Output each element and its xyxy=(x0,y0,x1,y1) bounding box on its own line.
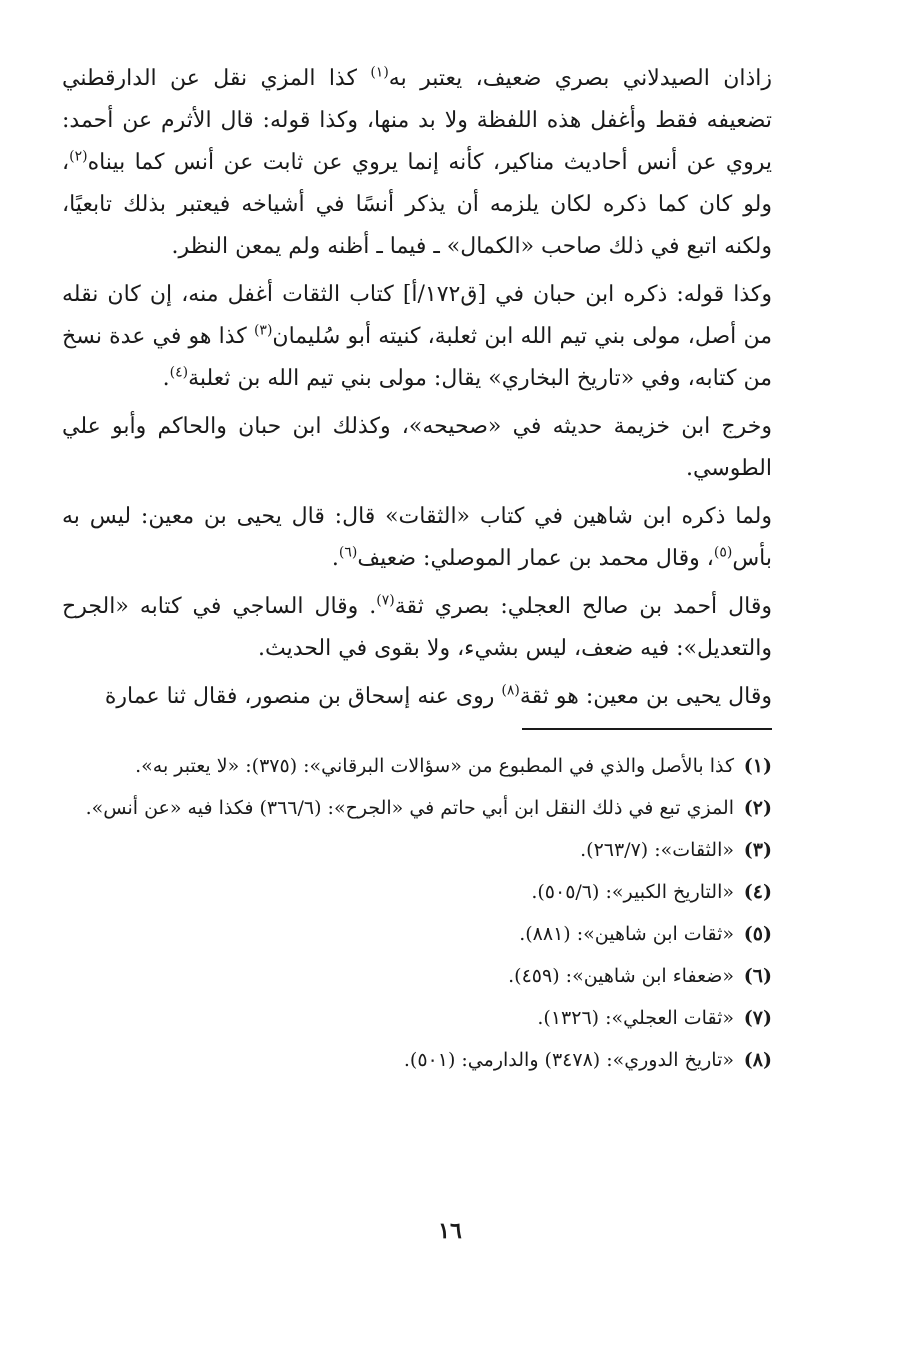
footnote-reference: (٦) xyxy=(338,544,358,561)
footnote-reference: (٥) xyxy=(713,544,733,561)
paragraph xyxy=(62,496,772,580)
footnote-reference: (٤) xyxy=(169,364,189,381)
paragraph-text: وقال يحيى بن معين: هو ثقة xyxy=(519,684,772,709)
paragraph-text: روى عنه إسحاق بن منصور، فقال ثنا عمارة xyxy=(104,684,502,709)
paragraph-text: . وقال الساجي في كتابه «الجرح والتعديل»: فيه ضعف، ليس بشيء، ولا بقوى في الحديث. xyxy=(62,594,772,661)
footnote-number: (٥) xyxy=(743,923,772,945)
paragraph-text: كذا المزي نقل عن الدارقطني تضعيفه فقط وأغفل هذه اللفظة ولا بد منها، وكذا قوله: قال الأثرم عن أحمد: يروي عن أنس أحاديث مناكير، كأنه إنما يروي عن ثابت عن أنس كما بيناه xyxy=(62,66,772,175)
footnote-number: (٤) xyxy=(743,881,772,903)
footnote-text: «ثقات العجلي»: (١٣٢٦). xyxy=(537,1007,734,1029)
footnote-number: (٣) xyxy=(743,839,772,861)
footnote xyxy=(62,832,772,868)
paragraph xyxy=(62,586,772,670)
footnote-text: المزي تبع في ذلك النقل ابن أبي حاتم في «الجرح»: (٣٦٦/٦) فكذا فيه «عن أنس». xyxy=(85,797,734,819)
footnote-text: «ثقات ابن شاهين»: (٨٨١). xyxy=(519,923,734,945)
paragraph-text: وخرج ابن خزيمة حديثه في «صحيحه»، وكذلك ابن حبان والحاكم وأبو علي الطوسي. xyxy=(62,414,772,481)
footnote xyxy=(62,916,772,952)
footnote-separator xyxy=(522,728,772,730)
paragraph xyxy=(62,676,772,718)
footnote-reference: (٣) xyxy=(253,322,273,339)
paragraph xyxy=(62,58,772,268)
paragraph-text: . xyxy=(331,546,339,571)
footnote-text: «التاريخ الكبير»: (٥٠٥/٦). xyxy=(531,881,734,903)
footnote xyxy=(62,1000,772,1036)
page-content xyxy=(62,58,772,1084)
footnotes xyxy=(62,748,772,1078)
main-text xyxy=(62,58,772,718)
footnote-reference: (١) xyxy=(370,64,389,81)
footnote-text: كذا بالأصل والذي في المطبوع من «سؤالات البرقاني»: (٣٧٥): «لا يعتبر به». xyxy=(135,755,734,777)
paragraph xyxy=(62,274,772,400)
footnote-text: «الثقات»: (٢٦٣/٧). xyxy=(580,839,734,861)
paragraph-text: . xyxy=(162,366,170,391)
paragraph-text: كذا هو في عدة نسخ من كتابه، وفي «تاريخ البخاري» يقال: مولى بني تيم الله بن ثعلبة xyxy=(62,324,772,391)
footnote-reference: (٢) xyxy=(69,148,88,165)
footnote-number: (١) xyxy=(743,755,772,777)
footnote xyxy=(62,1042,772,1078)
paragraph-text: ، وقال محمد بن عمار الموصلي: ضعيف xyxy=(357,546,714,571)
footnote-reference: (٨) xyxy=(501,682,520,699)
paragraph-text: ولما ذكره ابن شاهين في كتاب «الثقات» قال: قال يحيى بن معين: ليس به بأس xyxy=(62,504,772,571)
footnote-number: (٢) xyxy=(743,797,772,819)
footnote xyxy=(62,874,772,910)
footnote xyxy=(62,790,772,826)
footnote-number: (٦) xyxy=(743,965,772,987)
footnote-reference: (٧) xyxy=(376,592,395,609)
footnote-number: (٨) xyxy=(743,1049,772,1071)
paragraph-text: زاذان الصيدلاني بصري ضعيف، يعتبر به xyxy=(388,66,772,91)
paragraph-text: وقال أحمد بن صالح العجلي: بصري ثقة xyxy=(394,594,772,619)
footnote xyxy=(62,748,772,784)
footnote-number: (٧) xyxy=(743,1007,772,1029)
footnote-text: «ضعفاء ابن شاهين»: (٤٥٩). xyxy=(508,965,734,987)
footnote xyxy=(62,958,772,994)
footnote-text: «تاريخ الدوري»: (٣٤٧٨) والدارمي: (٥٠١). xyxy=(403,1049,734,1071)
paragraph-text: وكذا قوله: ذكره ابن حبان في [ق١٧٢/أ] كتاب الثقات أغفل منه، إن كان نقله من أصل، مولى بني تيم الله ابن ثعلبة، كنيته أبو سُليمان xyxy=(62,282,772,349)
paragraph-text: ، ولو كان كما ذكره لكان يلزمه أن يذكر أنسًا في أشياخه فيعتبر بذلك تابعيًا، ولكنه اتبع في ذلك صاحب «الكمال» ـ فيما ـ أظنه ولم يمعن النظر. xyxy=(62,150,772,259)
page-number: ١٦ xyxy=(438,1218,462,1244)
paragraph xyxy=(62,406,772,490)
